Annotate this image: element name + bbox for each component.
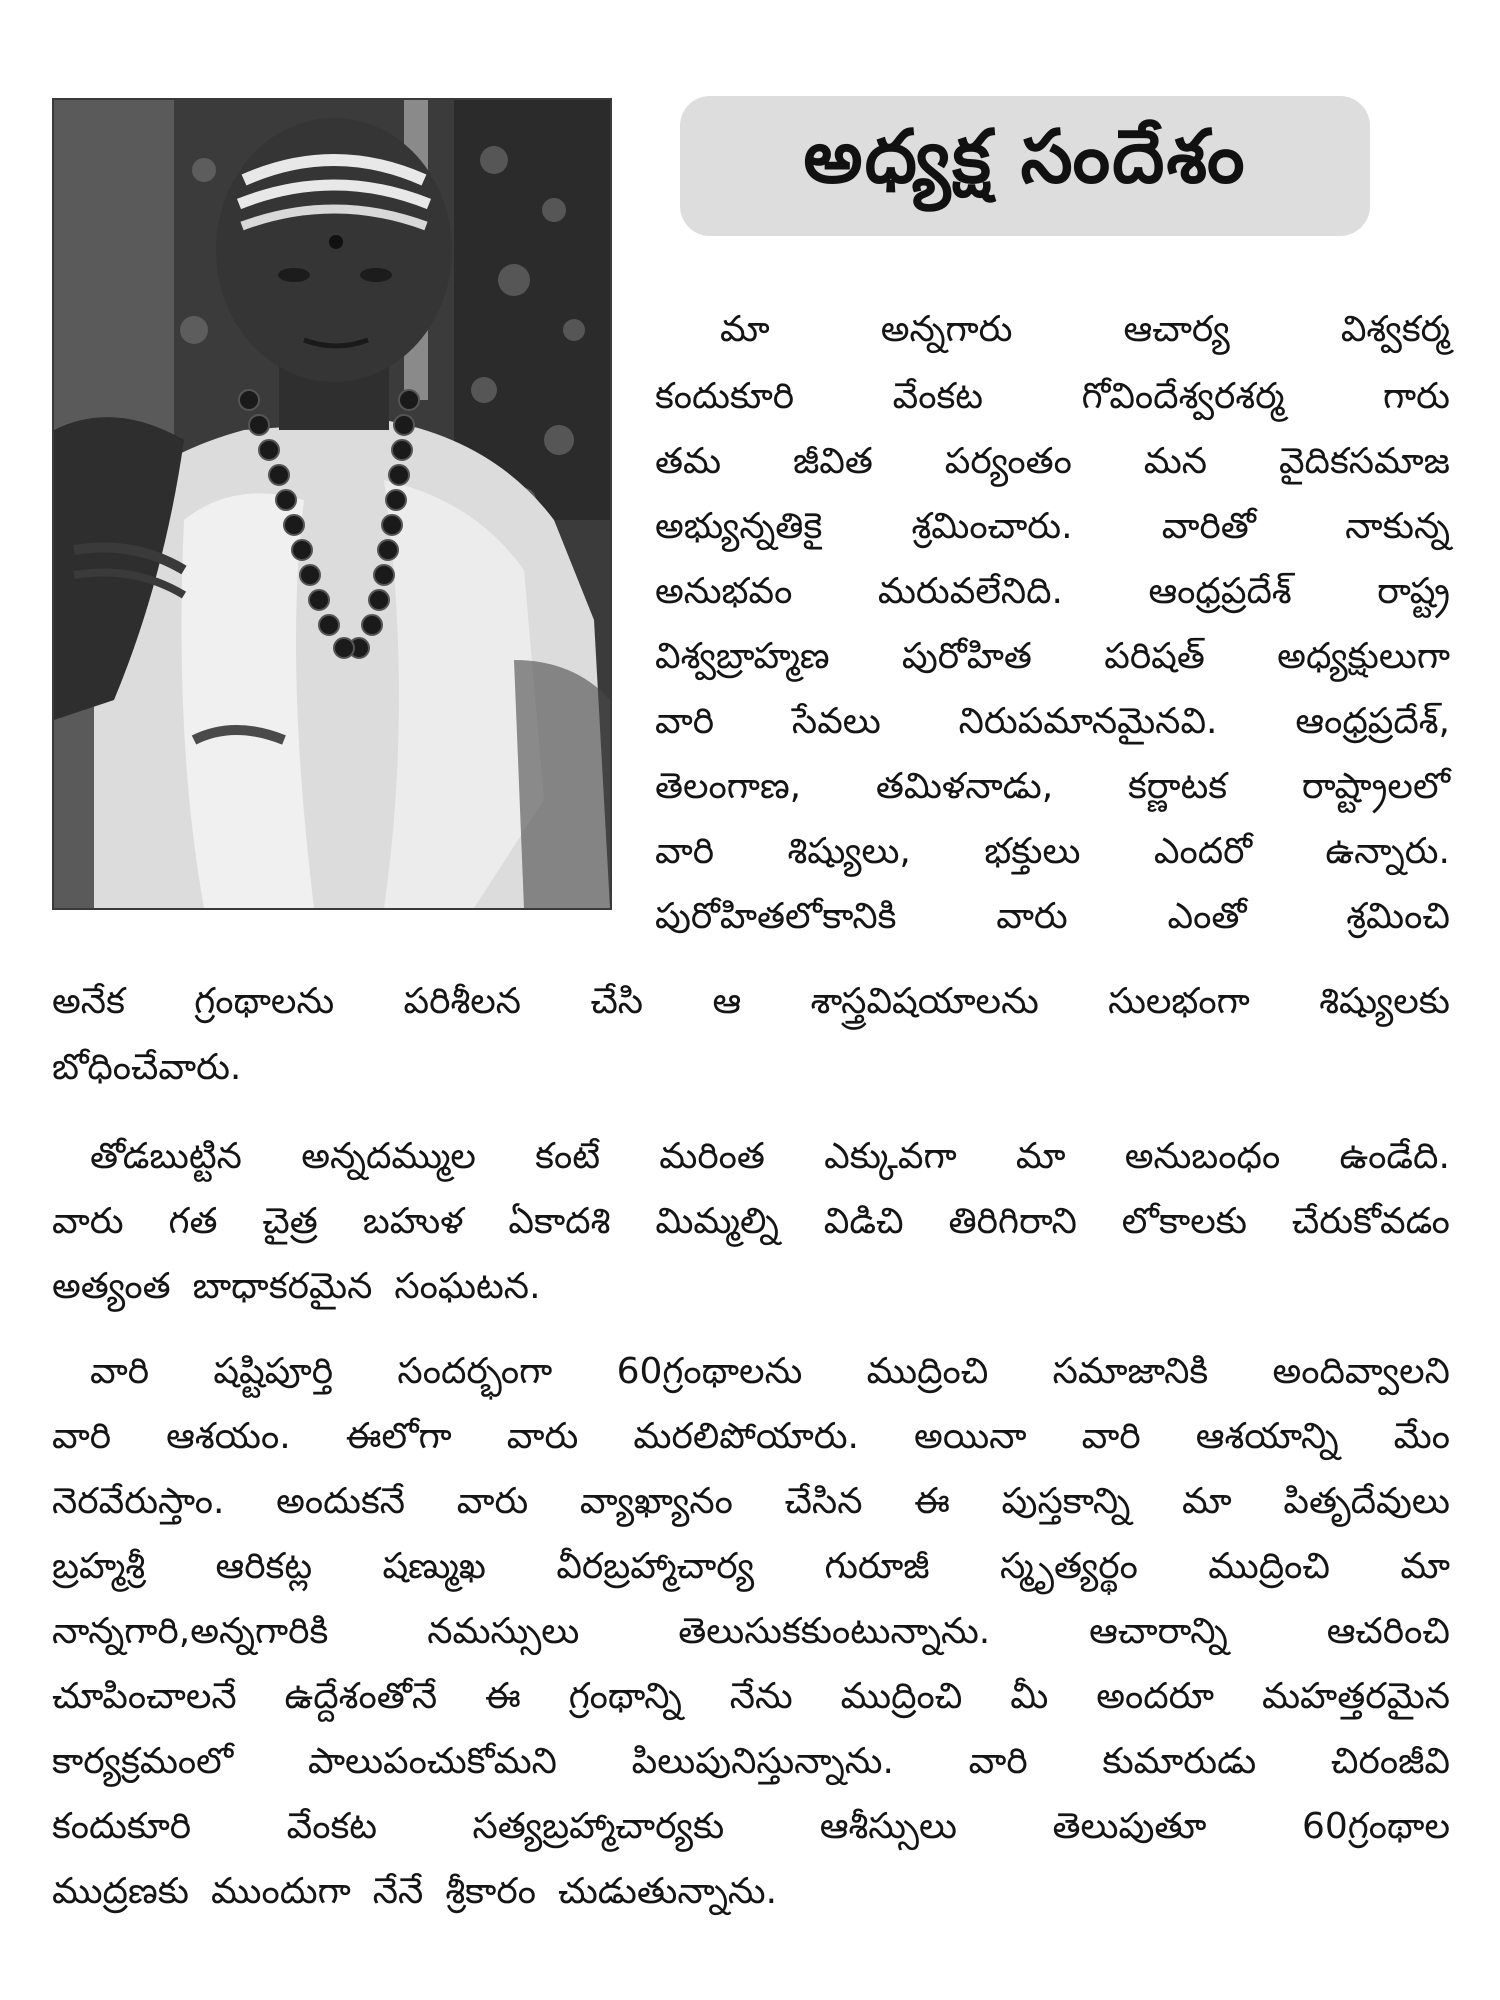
- body-word: మేం: [1393, 1416, 1450, 1457]
- body-word: వీరబ్రహ్మాచార్య: [556, 1546, 755, 1587]
- body-line: [655, 762, 1450, 812]
- body-word: చేసిన: [784, 1481, 863, 1522]
- body-line: [655, 827, 1450, 877]
- body-word: గత: [168, 1201, 218, 1242]
- body-line: [52, 1043, 1450, 1093]
- body-word: బ్రహ్మశ్రీ: [52, 1546, 146, 1587]
- body-word: కంటే: [535, 1136, 600, 1177]
- body-word: అందివ్వాలని: [1272, 1351, 1450, 1392]
- body-word: విడిచి: [823, 1201, 904, 1242]
- body-word: లోకాలకు: [1121, 1201, 1247, 1242]
- body-word: వారి: [968, 1741, 1028, 1782]
- body-word: బాధాకరమైన: [192, 1266, 373, 1307]
- body-word: ఆరికట్ల: [215, 1546, 313, 1587]
- body-word: నేను: [729, 1676, 793, 1717]
- body-word: వారి: [90, 1351, 150, 1392]
- body-line: [52, 1477, 1450, 1527]
- body-line: [655, 502, 1450, 552]
- body-line: [655, 437, 1450, 487]
- body-word: వైదికసమాజ: [1278, 441, 1450, 482]
- body-word: ముద్రించి: [1208, 1546, 1330, 1587]
- body-word: రాష్ట్ర: [1377, 571, 1450, 612]
- body-word: చైత్ర: [262, 1201, 318, 1242]
- body-word: ఉద్దేశంతోనే: [284, 1676, 438, 1717]
- body-word: తమిళనాడు,: [875, 766, 1054, 807]
- body-line: [52, 1672, 1450, 1722]
- body-word: ఆశయం.: [166, 1416, 291, 1457]
- body-word: ముద్రించి: [840, 1676, 963, 1717]
- body-word: అందరూ: [1096, 1676, 1215, 1717]
- body-word: గ్రంథాలను: [194, 981, 335, 1022]
- body-word: శ్రమించారు.: [911, 506, 1073, 547]
- body-word: వారి: [655, 701, 715, 742]
- body-word: పరిషత్: [1104, 636, 1205, 677]
- body-word: వారి: [1081, 1416, 1141, 1457]
- body-word: ముద్రించి: [866, 1351, 989, 1392]
- body-word: మీ: [1010, 1676, 1049, 1717]
- body-word: తిరిగిరాని: [948, 1201, 1077, 1242]
- body-word: ఎందరో: [1153, 831, 1253, 872]
- body-word: కందుకూరి: [655, 376, 795, 417]
- body-word: పితృదేవులు: [1283, 1481, 1450, 1522]
- body-word: సమాజానికి: [1052, 1351, 1209, 1392]
- body-word: మరింత: [659, 1136, 765, 1177]
- body-word: గురూజీ: [824, 1546, 930, 1587]
- body-word: మహత్తరమైన: [1261, 1676, 1450, 1717]
- body-word: విశ్వబ్రాహ్మణ: [655, 636, 830, 677]
- body-word: అందుకనే: [276, 1481, 406, 1522]
- body-word: మా: [1015, 1136, 1066, 1177]
- body-word: శ్రీకారం: [445, 1871, 536, 1912]
- body-line: [655, 567, 1450, 617]
- body-word: స్మృత్యర్థం: [999, 1546, 1138, 1587]
- body-word: చిరంజీవి: [1330, 1741, 1450, 1782]
- body-word: ముందుగా: [210, 1871, 351, 1912]
- body-word: నిరుపమానమైనవి.: [958, 701, 1218, 742]
- body-line: [52, 1262, 1450, 1312]
- body-word: చుడుతున్నాను.: [557, 1871, 778, 1912]
- body-word: మన: [1143, 441, 1208, 482]
- body-word: వారితో: [1161, 506, 1256, 547]
- body-word: చేసి: [590, 981, 644, 1022]
- body-word: భక్తులు: [984, 831, 1081, 872]
- body-word: వారు: [996, 896, 1068, 937]
- body-word: మరువలేనిది.: [877, 571, 1063, 612]
- body-word: వేంకట: [286, 1806, 378, 1847]
- body-word: కుమారుడు: [1102, 1741, 1257, 1782]
- body-word: 60గ్రంథాల: [1301, 1806, 1450, 1847]
- body-word: చూపించాలనే: [52, 1676, 237, 1717]
- body-word: బహుళ: [362, 1201, 464, 1242]
- body-line: [655, 372, 1450, 422]
- body-word: అనేక: [52, 981, 125, 1022]
- body-line: [52, 1607, 1450, 1657]
- body-word: సంఘటన.: [394, 1266, 541, 1307]
- body-word: ఆచారాన్ని: [1089, 1611, 1228, 1652]
- body-word: ఈ: [914, 1481, 950, 1522]
- body-word: శాస్త్రవిషయాలను: [810, 981, 1039, 1022]
- body-word: ఏకాదశి: [508, 1201, 611, 1242]
- body-word: వారు: [506, 1416, 579, 1457]
- body-word: శ్రమించి: [1346, 896, 1450, 937]
- body-word: అయినా: [914, 1416, 1027, 1457]
- title-box: [680, 96, 1370, 236]
- body-line: [52, 1867, 1450, 1917]
- body-word: పిలుపునిస్తున్నాను.: [631, 1741, 894, 1782]
- body-word: రాష్ట్రాలలో: [1301, 766, 1450, 807]
- body-word: షష్టిపూర్తి: [213, 1351, 334, 1392]
- body-word: ఆశయాన్ని: [1195, 1416, 1339, 1457]
- body-word: తోడబుట్టిన: [90, 1136, 242, 1177]
- body-word: సులభంగా: [1108, 981, 1250, 1022]
- body-word: బోధించేవారు.: [52, 1047, 242, 1088]
- body-word: ఎంతో: [1167, 896, 1247, 937]
- body-line: [655, 697, 1450, 747]
- body-word: నాన్నగారి,అన్నగారికి: [52, 1611, 329, 1652]
- body-word: పురోహితలోకానికి: [655, 896, 897, 937]
- portrait-photo: [52, 98, 612, 910]
- body-word: పుస్తకాన్ని: [1001, 1481, 1131, 1522]
- body-word: ఆశీస్సులు: [819, 1806, 957, 1847]
- body-word: ఉండేది.: [1339, 1136, 1450, 1177]
- body-word: 60గ్రంథాలను: [616, 1351, 803, 1392]
- body-word: షణ్ముఖ: [382, 1546, 486, 1587]
- body-line: [655, 892, 1450, 942]
- body-word: ముద్రణకు: [52, 1871, 189, 1912]
- body-word: సందర్భంగా: [397, 1351, 553, 1392]
- body-word: ఆ: [712, 981, 742, 1022]
- body-word: ఎక్కువగా: [824, 1136, 957, 1177]
- portrait-photo-icon: [54, 100, 610, 908]
- body-word: ఈ: [485, 1676, 521, 1717]
- body-word: అధ్యక్షులుగా: [1277, 636, 1450, 677]
- body-word: తెలంగాణ,: [655, 766, 802, 807]
- body-word: అన్నదమ్ముల: [301, 1136, 476, 1177]
- body-word: కందుకూరి: [52, 1806, 192, 1847]
- body-word: మా: [1400, 1546, 1450, 1587]
- body-line: [52, 1802, 1450, 1852]
- body-word: తమ: [655, 441, 722, 482]
- body-word: జీవిత: [792, 441, 873, 482]
- body-line: [52, 1197, 1450, 1247]
- body-word: గ్రంథాన్ని: [568, 1676, 682, 1717]
- body-word: వారు: [456, 1481, 529, 1522]
- body-word: గారు: [1383, 376, 1450, 417]
- body-word: పరిశీలన: [403, 981, 522, 1022]
- body-word: శిష్యులకు: [1319, 981, 1450, 1022]
- body-word: అభ్యున్నతికై: [655, 506, 823, 547]
- body-line: [720, 305, 1450, 355]
- body-word: నేనే: [372, 1871, 424, 1912]
- body-word: చేరుకోవడం: [1291, 1201, 1450, 1242]
- body-line: [52, 1737, 1450, 1787]
- body-word: నాకున్న: [1345, 506, 1450, 547]
- body-word: వారి: [52, 1416, 112, 1457]
- body-word: వ్యాఖ్యానం: [579, 1481, 733, 1522]
- body-word: ఈలోగా: [345, 1416, 452, 1457]
- page-title: అధ్యక్ష సందేశం: [803, 114, 1247, 200]
- body-word: అన్నగారు: [880, 309, 1013, 350]
- body-word: నమస్సులు: [427, 1611, 580, 1652]
- body-word: మిమ్మల్ని: [655, 1201, 779, 1242]
- body-word: ఆచరించి: [1326, 1611, 1450, 1652]
- body-word: పాలుపంచుకోమని: [307, 1741, 557, 1782]
- body-line: [52, 1542, 1450, 1592]
- body-word: మా: [1182, 1481, 1232, 1522]
- body-word: నెరవేరుస్తాం.: [52, 1481, 225, 1522]
- body-line: [90, 1132, 1450, 1182]
- body-line: [52, 1412, 1450, 1462]
- body-word: ఉన్నారు.: [1325, 831, 1450, 872]
- body-word: వారు: [52, 1201, 124, 1242]
- body-word: తెలుపుతూ: [1052, 1806, 1207, 1847]
- body-word: ఆంధ్రప్రదేశ్: [1148, 571, 1292, 612]
- body-line: [52, 977, 1450, 1027]
- body-line: [655, 632, 1450, 682]
- body-line: [90, 1347, 1450, 1397]
- body-word: కార్యక్రమంలో: [52, 1741, 234, 1782]
- body-word: అనుబంధం: [1124, 1136, 1281, 1177]
- body-word: గోవిందేశ్వరశర్మ: [1081, 376, 1285, 417]
- body-word: ఆంధ్రప్రదేశ్,: [1295, 701, 1450, 742]
- body-word: ఆచార్య: [1123, 309, 1230, 350]
- body-word: మా: [720, 309, 770, 350]
- body-word: మరలిపోయారు.: [633, 1416, 859, 1457]
- body-word: పర్యంతం: [944, 441, 1072, 482]
- body-word: సత్యబ్రహ్మాచార్యకు: [472, 1806, 725, 1847]
- body-word: తెలుసుకకుంటున్నాను.: [678, 1611, 991, 1652]
- body-word: కర్ణాటక: [1127, 766, 1228, 807]
- body-word: శిష్యులు,: [787, 831, 911, 872]
- body-word: అత్యంత: [52, 1266, 171, 1307]
- body-word: పురోహిత: [901, 636, 1032, 677]
- body-word: అనుభవం: [655, 571, 793, 612]
- body-word: విశ్వకర్మ: [1340, 309, 1450, 350]
- body-word: వారి: [655, 831, 715, 872]
- body-word: సేవలు: [791, 701, 881, 742]
- body-word: వేంకట: [892, 376, 984, 417]
